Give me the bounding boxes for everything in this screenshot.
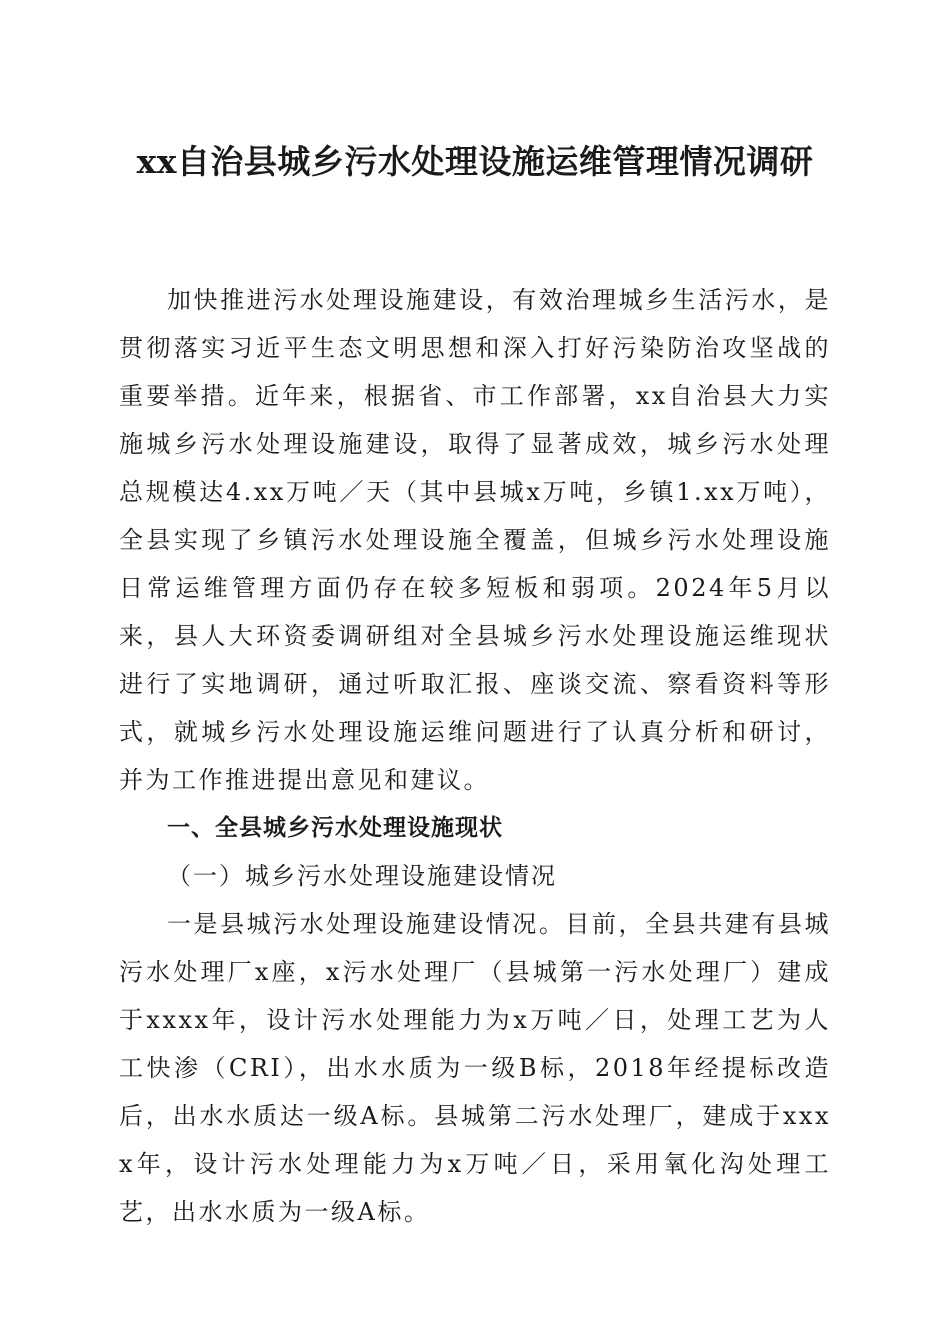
intro-paragraph: 加快推进污水处理设施建设，有效治理城乡生活污水，是贯彻落实习近平生态文明思想和深入打好污染防治攻坚战的重要举措。近年来，根据省、市工作部署，xx自治县大力实施城乡污水处理设施建设，取得了显著成效，城乡污水处理总规模达4.xx万吨／天（其中县城x万吨，乡镇1.xx万吨），全县实现了乡镇污水处理设施全覆盖，但城乡污水处理设施日常运维管理方面仍存在较多短板和弱项。2024年5月以来，县人大环资委调研组对全县城乡污水处理设施运维现状进行了实地调研，通过听取汇报、座谈交流、察看资料等形式，就城乡污水处理设施运维问题进行了认真分析和研讨，并为工作推进提出意见和建议。 <box>119 286 831 794</box>
document-title: xx自治县城乡污水处理设施运维管理情况调研 <box>136 142 814 181</box>
document-body <box>119 276 831 1236</box>
section-1-heading: 一、全县城乡污水处理设施现状 <box>167 815 503 841</box>
subsection-1-heading: （一）城乡污水处理设施建设情况 <box>167 862 557 890</box>
subsection-1-paragraph: 一是县城污水处理设施建设情况。目前，全县共建有县城污水处理厂x座，x污水处理厂（县城第一污水处理厂）建成于xxxx年，设计污水处理能力为x万吨／日，处理工艺为人工快渗（CRI），出水水质为一级B标，2018年经提标改造后，出水水质达一级A标。县城第二污水处理厂，建成于xxxx年，设计污水处理能力为x万吨／日，采用氧化沟处理工艺，出水水质为一级A标。 <box>119 910 831 1226</box>
